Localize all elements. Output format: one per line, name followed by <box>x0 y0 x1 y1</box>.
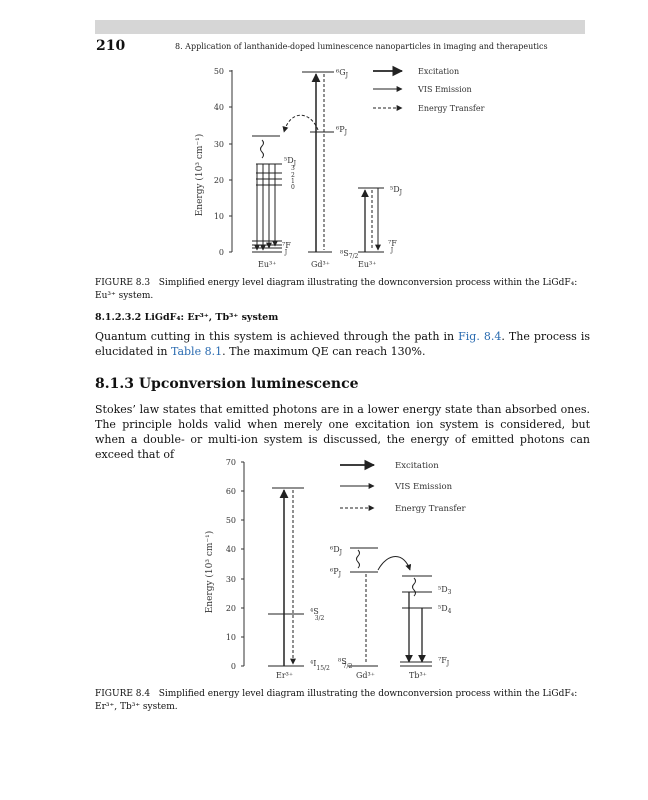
y-tick-label: 0 <box>218 248 224 257</box>
tb-5d3-label: $^5D_3$ <box>438 585 452 596</box>
y-tick-label: 40 <box>225 545 236 554</box>
eu2-7f-label: ⁷F J <box>388 239 397 254</box>
gd-6g-label: $^6G_J$ <box>336 68 349 79</box>
figure-8-4-diagram <box>200 452 520 684</box>
ion-label: Eu³⁺ <box>258 260 277 269</box>
y-tick-label: 30 <box>213 140 224 149</box>
y-tick-label: 70 <box>225 458 236 467</box>
subsection-heading: 8.1.2.3.2 LiGdF₄: Er³⁺, Tb³⁺ system <box>95 312 279 323</box>
text: . The maximum QE can reach 130%. <box>222 345 426 358</box>
legend-energy-transfer: Energy Transfer <box>395 504 466 514</box>
er-levels <box>268 488 304 666</box>
eu-5d-sub: 1 <box>291 178 295 185</box>
eu-5d-sub: 0 <box>291 184 295 191</box>
header-bar <box>95 20 585 34</box>
legend-energy-transfer: Energy Transfer <box>418 104 485 113</box>
ion-label: Gd³⁺ <box>311 260 330 269</box>
y-tick-label: 20 <box>225 604 236 613</box>
page-number: 210 <box>96 38 126 54</box>
y-ticks <box>226 458 244 671</box>
tb-levels <box>400 576 432 666</box>
tb-5d4-label: $^5D_4$ <box>438 604 452 615</box>
legend <box>340 461 467 514</box>
y-tick-label: 10 <box>225 633 236 642</box>
caption-label: FIGURE 8.4 <box>95 689 151 699</box>
gd-8s-label: $^8S_{7/2}$ <box>340 249 359 260</box>
y-tick-label: 0 <box>230 662 236 671</box>
y-tick-label: 50 <box>225 516 236 525</box>
legend-excitation: Excitation <box>395 461 439 471</box>
y-tick-label: 40 <box>213 103 224 112</box>
eu-5d-label: $^5D_J$ <box>284 156 297 167</box>
gd-levels <box>302 72 334 252</box>
ion-label: Er³⁺ <box>276 671 294 680</box>
figure-8-3-diagram <box>190 60 510 272</box>
text: . The process is elucidated in <box>95 330 590 358</box>
gd-levels <box>348 548 378 666</box>
eu-nonradiative-relaxation <box>261 140 264 158</box>
caption-label: FIGURE 8.3 <box>95 278 151 288</box>
y-tick-label: 10 <box>213 212 224 221</box>
link-fig-8-4[interactable]: Fig. 8.4 <box>458 330 502 343</box>
legend-vis-emission: VIS Emission <box>395 482 453 492</box>
ion-label: Gd³⁺ <box>356 671 375 680</box>
gd-to-eu-transfer <box>284 115 318 132</box>
legend <box>373 67 485 113</box>
running-head: 8. Application of lanthanide-doped luminescence nanoparticles in imaging and therapeutics <box>175 42 548 51</box>
figure-8-4-caption <box>95 688 591 714</box>
y-tick-label: 20 <box>213 176 224 185</box>
eu-emission-arrows <box>257 164 275 250</box>
paragraph-stokes-law: Stokes’ law states that emitted photons are in a lower energy state than absorbed ones. The principle holds valid when merely one excitation ion system is considered, but when a double- or multi-ion system is discussed, the energy of emitted photons can exceed that of <box>95 403 590 461</box>
legend-vis-emission: VIS Emission <box>418 85 472 94</box>
gd-8s-label: ⁸S 7/2 <box>338 657 353 670</box>
gd-to-tb-transfer <box>378 557 410 571</box>
eu2-5d-label: $^5D_J$ <box>390 185 403 196</box>
eu-7f-label: ⁷F J <box>282 241 291 256</box>
y-tick-label: 50 <box>213 67 224 76</box>
caption-text: Simplified energy level diagram illustrating the downconversion process within the LiGdF₄: Eu³⁺ system. <box>95 278 578 301</box>
er-4i-label: $^4I_{15/2}$ <box>310 659 330 672</box>
tb-nonradiative-relaxation <box>413 578 416 596</box>
eu-5d-sub: 3 <box>291 165 295 172</box>
y-axis-label: Energy (10³ cm⁻¹) <box>195 133 205 217</box>
gd-6d-label: $^6D_J$ <box>330 545 343 556</box>
link-table-8-1[interactable]: Table 8.1 <box>170 345 223 358</box>
tb-7f-label: $^7F_J$ <box>438 656 450 667</box>
eu2-levels <box>358 188 384 252</box>
text: Quantum cutting in this system is achieved through the path in <box>95 330 459 343</box>
gd-6p-label: $^6P_J$ <box>336 125 347 136</box>
y-axis-label: Energy (10³ cm⁻¹) <box>205 530 215 614</box>
legend-excitation: Excitation <box>418 67 460 76</box>
y-ticks <box>214 67 232 257</box>
ion-label: Eu³⁺ <box>358 260 377 269</box>
caption-text: Simplified energy level diagram illustrating the downconversion process within the LiGdF₄: Er³⁺, Tb³⁺ system. <box>95 689 578 712</box>
ion-label: Tb³⁺ <box>409 671 427 680</box>
er-4s-label: ⁴S 3/2 <box>310 607 325 622</box>
eu-5d-sub: 2 <box>291 172 295 179</box>
gd-6p-label: $^6P_J$ <box>330 567 341 578</box>
figure-8-3-caption <box>95 277 591 303</box>
y-tick-label: 30 <box>225 575 236 584</box>
paragraph-quantum-cutting <box>95 329 590 359</box>
y-tick-label: 60 <box>225 487 236 496</box>
gd-nonradiative-relaxation <box>357 550 360 568</box>
section-heading: 8.1.3 Upconversion luminescence <box>95 376 359 392</box>
